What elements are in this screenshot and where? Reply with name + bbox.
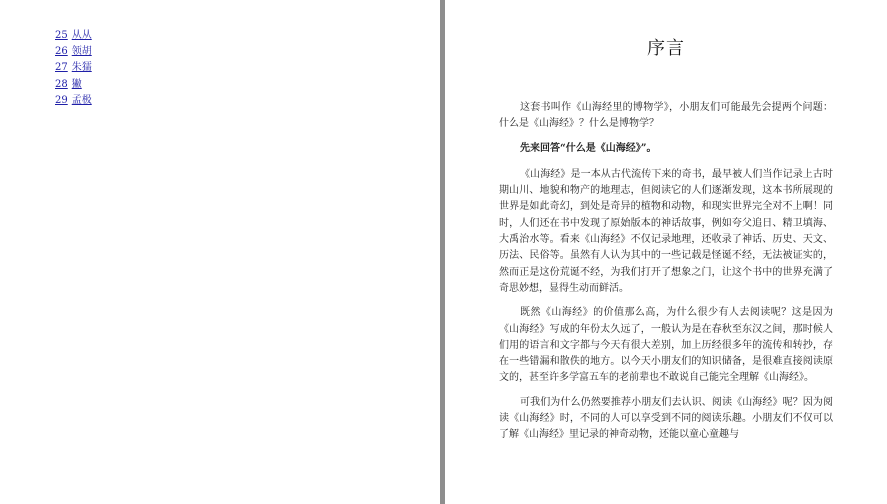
toc-link[interactable]: 26 领胡 [55, 46, 92, 58]
toc-link[interactable]: 25 从从 [55, 30, 92, 41]
toc-item[interactable] [55, 28, 92, 44]
paragraph: 可我们为什么仍然要推荐小朋友们去认识、阅读《山海经》呢？因为阅读《山海经》时，不同的人可以享受到不同的阅读乐趣。小朋友们不仅可以了解《山海经》里记录的神奇动物，还能以童心童趣与 [499, 396, 833, 441]
toc-item[interactable] [55, 44, 92, 60]
toc-item[interactable] [55, 60, 92, 76]
table-of-contents [55, 28, 92, 109]
section-heading: 先来回答“什么是《山海经》”。 [520, 142, 657, 154]
toc-item[interactable] [55, 93, 92, 109]
paragraph: 《山海经》是一本从古代流传下来的奇书，最早被人们当作记录上古时期山川、地貌和物产的地理志，但阅读它的人们逐渐发现，这本书所展现的世界是如此奇幻，到处是奇异的植物和动物，和现实世界完全对不上啊！同时，人们还在书中发现了原始版本的神话故事，例如夸父追日、精卫填海、大禹治水等。看来《山海经》不仅记录地理，还收录了神话、历史、天文、历法、民俗等。虽然有人认为其中的一些记载是怪诞不经，无法被证实的，然而正是这份荒诞不经，为我们打开了想象之门，让这个书中的世界充满了奇思妙想，显得生动而鲜活。 [499, 168, 833, 294]
chapter-body [499, 100, 833, 452]
paragraph: 这套书叫作《山海经里的博物学》，小朋友们可能最先会提两个问题：什么是《山海经》？什么是博物学？ [499, 102, 833, 130]
toc-item[interactable] [55, 77, 92, 93]
right-page [445, 0, 887, 504]
toc-link[interactable]: 29 孟极 [55, 94, 92, 106]
chapter-title: 序言 [647, 38, 685, 59]
paragraph: 既然《山海经》的价值那么高，为什么很少有人去阅读呢？这是因为《山海经》写成的年份太久远了，一般认为是在春秋至东汉之间，那时候人们用的语言和文字都与今天有很大差别，加上历经很多年的流传和转抄，存在一些错漏和散佚的地方。以今天小朋友们的知识储备，是很难直接阅读原文的，甚至许多学富五车的老前辈也不敢说自己能完全理解《山海经》。 [499, 307, 833, 384]
toc-link[interactable]: 28 獙 [55, 78, 82, 90]
left-page [0, 0, 440, 504]
toc-link[interactable]: 27 朱獳 [55, 62, 92, 74]
